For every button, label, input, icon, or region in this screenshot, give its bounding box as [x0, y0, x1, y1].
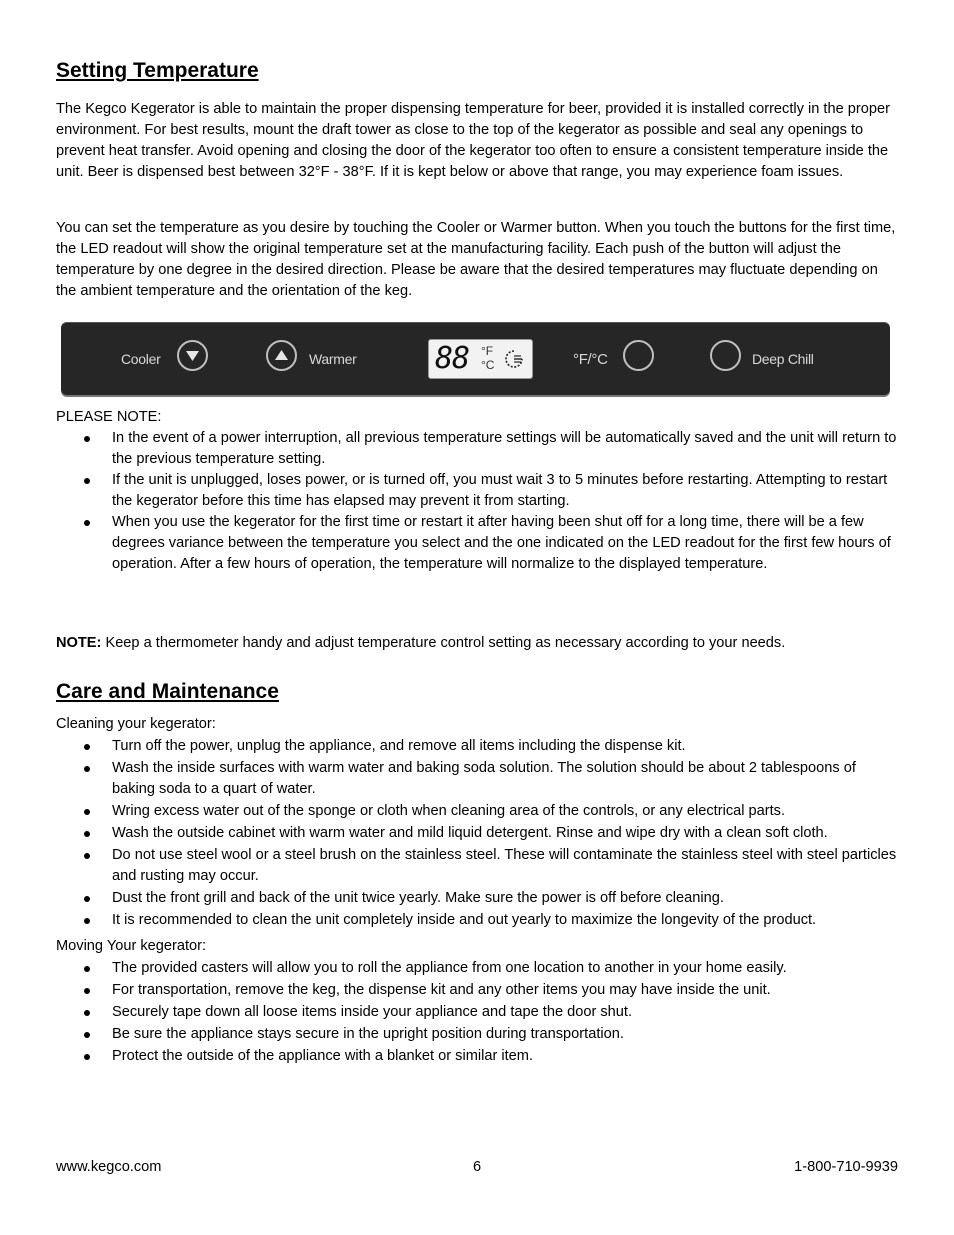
cooler-button — [177, 340, 208, 371]
note-text: Keep a thermometer handy and adjust temperature control setting as necessary according to your needs. — [101, 635, 786, 651]
list-item: Be sure the appliance stays secure in the upright position during transportation. — [56, 1024, 898, 1045]
list-item: Protect the outside of the appliance with a blanket or similar item. — [56, 1046, 898, 1067]
footer-page-number: 6 — [473, 1159, 482, 1175]
list-item: Wash the inside surfaces with warm water and baking soda solution. The solution should be about 2 tablespoons of baking soda to a quart of water. — [56, 758, 898, 800]
list-item: It is recommended to clean the unit completely inside and out yearly to maximize the longevity of the product. — [56, 910, 898, 931]
down-arrow-icon — [179, 342, 206, 369]
care-maintenance-heading: Care and Maintenance — [56, 680, 279, 703]
list-item: Turn off the power, unplug the appliance, and remove all items including the dispense kit. — [56, 736, 898, 757]
list-item: Do not use steel wool or a steel brush on the stainless steel. These will contaminate the stainless steel with steel particles and rusting may occur. — [56, 845, 898, 887]
setting-temperature-heading: Setting Temperature — [56, 59, 259, 82]
footer-phone: 1-800-710-9939 — [794, 1159, 898, 1175]
deep-chill-button — [710, 340, 741, 371]
page-footer — [56, 1157, 898, 1178]
list-item: Wring excess water out of the sponge or cloth when cleaning area of the controls, or any electrical parts. — [56, 801, 898, 822]
list-item: When you use the kegerator for the first time or restart it after having been shut off for a long time, there will be a few degrees variance between the temperature you select and the one indicated on the LED readout for the first few hours of operation. After a few hours of operation, the temperature will normalize to the displayed temperature. — [56, 512, 898, 575]
led-digits: 88 — [435, 341, 470, 376]
deep-chill-indicator-icon — [503, 348, 525, 370]
list-item: Wash the outside cabinet with warm water and mild liquid detergent. Rinse and wipe dry with a clean soft cloth. — [56, 823, 898, 844]
warmer-button — [266, 340, 297, 371]
list-item: In the event of a power interruption, all previous temperature settings will be automatically saved and the unit will return to the previous temperature setting. — [56, 428, 898, 470]
cooler-label: Cooler — [121, 351, 161, 367]
list-item: Securely tape down all loose items inside your appliance and tape the door shut. — [56, 1002, 898, 1023]
cleaning-title: Cleaning your kegerator: — [56, 716, 216, 732]
led-display — [428, 339, 533, 379]
up-arrow-icon — [268, 342, 295, 369]
fc-label: °F/°C — [573, 351, 608, 368]
led-units — [481, 344, 494, 372]
unit-f: °F — [481, 344, 494, 358]
moving-title: Moving Your kegerator: — [56, 938, 207, 954]
please-note-list — [56, 428, 898, 575]
list-item: The provided casters will allow you to roll the appliance from one location to another in your home easily. — [56, 958, 898, 979]
fc-button — [623, 340, 654, 371]
list-item: For transportation, remove the keg, the dispense kit and any other items you may have inside the unit. — [56, 980, 898, 1001]
list-item: Dust the front grill and back of the unit twice yearly. Make sure the power is off before cleaning. — [56, 888, 898, 909]
please-note-title: PLEASE NOTE: — [56, 409, 162, 425]
warmer-label: Warmer — [309, 351, 357, 367]
deep-chill-label: Deep Chill — [752, 351, 814, 367]
footer-website: www.kegco.com — [56, 1159, 162, 1175]
setting-paragraph-2: You can set the temperature as you desire by touching the Cooler or Warmer button. When you touch the buttons for the first time, the LED readout will show the original temperature set at the manufacturing facility. Each push of the button will adjust the temperature by one degree in the desired direction. Please be aware that the desired temperatures may fluctuate depending on the ambient temperature and the orientation of the keg. — [56, 220, 896, 299]
note-paragraph — [56, 633, 898, 654]
control-panel-illustration — [61, 322, 890, 395]
cleaning-list — [56, 736, 898, 931]
note-label: NOTE: — [56, 635, 102, 651]
setting-paragraph-1: The Kegco Kegerator is able to maintain the proper dispensing temperature for beer, provided it is installed correctly in the proper environment. For best results, mount the draft tower as close to the top of the kegerator as possible and seal any openings to prevent heat transfer. Avoid opening and closing the door of the kegerator too often to ensure a consistent temperature inside the unit. Beer is dispensed best between 32°F - 38°F. If it is kept below or above that range, you may experience foam issues. — [56, 101, 890, 180]
moving-list — [56, 958, 898, 1067]
list-item: If the unit is unplugged, loses power, or is turned off, you must wait 3 to 5 minutes before restarting. Attempting to restart the kegerator before this time has elapsed may prevent it from starting. — [56, 470, 898, 512]
unit-c: °C — [481, 358, 495, 372]
